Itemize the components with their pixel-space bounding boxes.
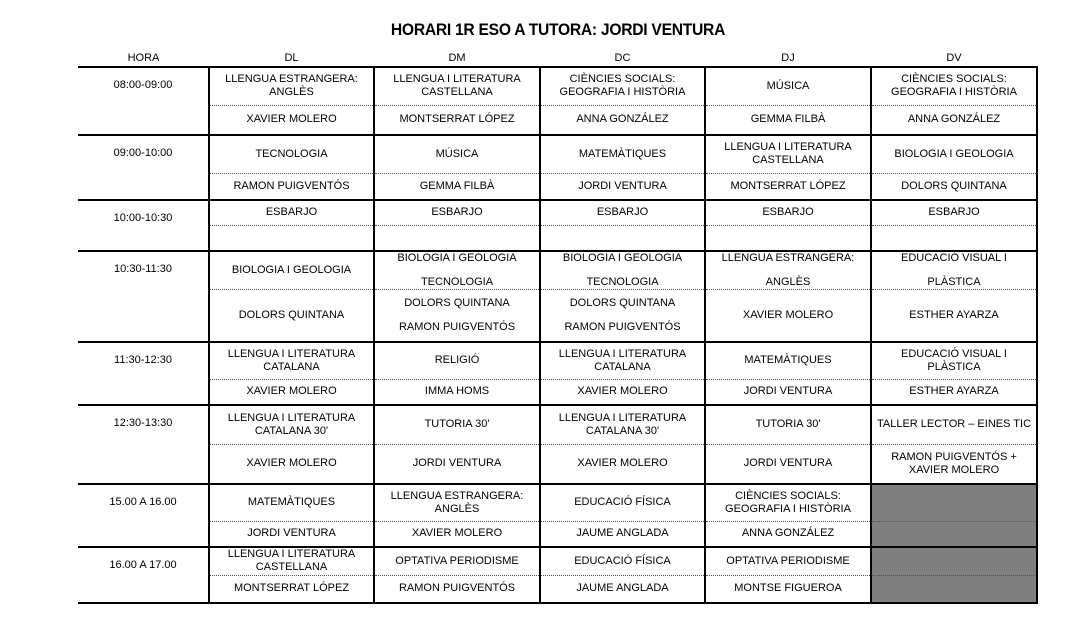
teacher-text: XAVIER MOLERO xyxy=(577,385,668,398)
teacher-text: MONTSERRAT LÓPEZ xyxy=(730,179,846,192)
subject-text: CIÈNCIES SOCIALS: xyxy=(569,73,676,86)
subject-text: CIÈNCIES SOCIALS: xyxy=(735,489,841,502)
teacher-text: ANNA GONZÁLEZ xyxy=(907,113,1001,126)
subject-text: EDUCACIÓ VISUAL I xyxy=(901,347,1007,360)
teacher-cell xyxy=(871,173,1037,200)
subject-cell xyxy=(705,67,871,105)
subject-text: LLENGUA I LITERATURA xyxy=(724,141,852,154)
subject-cell xyxy=(540,135,705,173)
teacher-text: XAVIER MOLERO xyxy=(246,457,337,470)
schedule-row-subjects xyxy=(78,67,1037,105)
subject-cell xyxy=(374,135,540,173)
subject-text: ESBARJO xyxy=(928,206,980,219)
subject-cell xyxy=(374,405,540,445)
subject-cell xyxy=(540,342,705,380)
subject-cell xyxy=(540,484,705,522)
subject-cell xyxy=(209,251,374,290)
teacher-cell xyxy=(705,173,871,200)
teacher-text: GEMMA FILBÀ xyxy=(419,179,495,192)
subject-text: TUTORIA 30' xyxy=(755,418,821,431)
subject-text: TECNOLOGIA xyxy=(420,276,494,288)
subject-text: LLENGUA ESTRANGERA: xyxy=(390,489,524,502)
subject-text: CASTELLANA xyxy=(255,561,328,574)
subject-text: LLENGUA I LITERATURA xyxy=(227,411,356,424)
hora-cell: 11:30-12:30 xyxy=(78,342,209,405)
teacher-cell xyxy=(705,290,871,342)
subject-text: LLENGUA ESTRANGERA: xyxy=(225,73,358,86)
hora-cell: 10:00-10:30 xyxy=(78,200,209,251)
subject-text: BIOLOGIA I GEOLOGIA xyxy=(562,252,683,264)
teacher-text: MONTSERRAT LÓPEZ xyxy=(399,113,515,126)
teacher-text: RAMON PUIGVENTÓS xyxy=(398,320,516,333)
subject-text: GEOGRAFIA I HISTÒRIA xyxy=(891,86,1017,99)
subject-cell xyxy=(871,405,1037,445)
subject-text: CATALANA xyxy=(263,360,320,373)
subject-cell xyxy=(705,251,871,290)
teacher-text: JAUME ANGLADA xyxy=(576,582,669,595)
hora-cell: 15.00 A 16.00 xyxy=(78,484,209,547)
subject-text: GEOGRAFIA I HISTÒRIA xyxy=(559,86,686,99)
teacher-cell xyxy=(374,173,540,200)
teacher-text: DOLORS QUINTANA xyxy=(238,308,345,321)
subject-text: MÚSICA xyxy=(766,79,810,92)
subject-cell xyxy=(209,547,374,576)
teacher-text: JORDI VENTURA xyxy=(578,179,667,192)
schedule-row-teachers xyxy=(78,290,1037,342)
teacher-cell xyxy=(540,225,705,251)
hora-cell: 10:30-11:30 xyxy=(78,251,209,342)
teacher-text: ESTHER AYARZA xyxy=(909,385,999,398)
schedule-row-subjects xyxy=(78,547,1037,576)
schedule-row-teachers xyxy=(78,445,1037,484)
subject-text: BIOLOGIA I GEOLOGIA xyxy=(231,264,352,276)
teacher-cell xyxy=(871,225,1037,251)
teacher-cell xyxy=(540,576,705,603)
subject-text: PLÀSTICA xyxy=(927,360,981,373)
subject-text: BIOLOGIA I GEOLOGIA xyxy=(894,147,1014,160)
subject-cell xyxy=(374,342,540,380)
subject-text: MATEMÀTIQUES xyxy=(744,354,832,367)
teacher-cell xyxy=(871,105,1037,135)
teacher-cell xyxy=(540,445,705,484)
subject-text: CASTELLANA xyxy=(421,86,493,99)
subject-cell xyxy=(871,67,1037,105)
schedule-row-teachers xyxy=(78,576,1037,603)
subject-text: TECNOLOGIA xyxy=(255,147,328,160)
header-dc: DC xyxy=(614,52,631,64)
subject-cell xyxy=(374,251,540,290)
teacher-cell xyxy=(209,522,374,547)
teacher-cell xyxy=(374,225,540,251)
teacher-text: ESTHER AYARZA xyxy=(909,308,999,321)
subject-cell xyxy=(374,484,540,522)
teacher-text: RAMON PUIGVENTÓS xyxy=(398,582,516,595)
header-dj: DJ xyxy=(781,52,795,64)
subject-cell xyxy=(705,135,871,173)
teacher-cell xyxy=(540,105,705,135)
teacher-text: MONTSE FIGUEROA xyxy=(734,582,842,595)
subject-text: MATEMÀTIQUES xyxy=(247,496,336,509)
teacher-cell xyxy=(374,445,540,484)
subject-text: CATALANA xyxy=(594,360,651,373)
subject-text: CATALANA 30' xyxy=(254,424,329,437)
teacher-text: XAVIER MOLERO xyxy=(577,457,668,470)
teacher-cell xyxy=(374,522,540,547)
subject-text: LLENGUA I LITERATURA xyxy=(558,411,687,424)
subject-cell xyxy=(209,200,374,225)
subject-text: ANGLÈS xyxy=(434,502,480,515)
subject-cell xyxy=(540,547,705,576)
teacher-text: XAVIER MOLERO xyxy=(908,463,1000,476)
teacher-cell xyxy=(871,290,1037,342)
teacher-text: RAMON PUIGVENTÓS xyxy=(564,320,681,333)
header-dv: DV xyxy=(946,52,962,64)
teacher-text: JORDI VENTURA xyxy=(412,457,502,470)
teacher-text: GEMMA FILBÀ xyxy=(750,113,826,126)
empty-slot xyxy=(871,576,1037,603)
teacher-cell xyxy=(209,105,374,135)
teacher-cell xyxy=(871,380,1037,405)
schedule-row-subjects xyxy=(78,251,1037,290)
subject-cell xyxy=(705,547,871,576)
teacher-text: MONTSERRAT LÓPEZ xyxy=(233,582,350,595)
hora-cell: 12:30-13:30 xyxy=(78,405,209,484)
header-dm: DM xyxy=(448,52,466,64)
subject-text: LLENGUA I LITERATURA xyxy=(393,73,521,86)
schedule-row-teachers xyxy=(78,522,1037,547)
subject-text: TECNOLOGIA xyxy=(586,276,659,288)
page-title: HORARI 1R ESO A TUTORA: JORDI VENTURA xyxy=(390,20,726,39)
teacher-text: JORDI VENTURA xyxy=(247,527,336,540)
subject-cell xyxy=(209,405,374,445)
subject-text: GEOGRAFIA I HISTÒRIA xyxy=(725,502,851,515)
subject-text: ESBARJO xyxy=(596,206,649,219)
subject-text: BIOLOGIA I GEOLOGIA xyxy=(397,252,517,264)
subject-text: EDUCACIÓ VISUAL I xyxy=(901,252,1007,264)
teacher-cell xyxy=(374,380,540,405)
subject-text: ESBARJO xyxy=(265,206,318,219)
subject-cell xyxy=(871,342,1037,380)
teacher-cell xyxy=(374,105,540,135)
teacher-cell xyxy=(209,290,374,342)
subject-cell xyxy=(374,547,540,576)
subject-cell xyxy=(871,135,1037,173)
teacher-cell xyxy=(705,105,871,135)
subject-cell xyxy=(705,405,871,445)
empty-slot xyxy=(871,547,1037,576)
teacher-cell xyxy=(705,380,871,405)
subject-text: CATALANA 30' xyxy=(585,424,660,437)
schedule-row-teachers xyxy=(78,380,1037,405)
teacher-text: DOLORS QUINTANA xyxy=(569,296,676,309)
teacher-text: RAMON PUIGVENTÓS xyxy=(233,179,350,192)
schedule-row-subjects xyxy=(78,405,1037,445)
subject-text: OPTATIVA PERIODISME xyxy=(726,554,850,567)
subject-cell xyxy=(871,251,1037,290)
subject-text: CIÈNCIES SOCIALS: xyxy=(901,73,1007,86)
empty-slot xyxy=(871,522,1037,547)
schedule-row-teachers xyxy=(78,173,1037,200)
subject-text: LLENGUA I LITERATURA xyxy=(227,347,356,360)
subject-cell xyxy=(374,200,540,225)
teacher-cell xyxy=(705,576,871,603)
subject-text: EDUCACIÓ FÍSICA xyxy=(574,554,671,567)
subject-text: ANGLÈS xyxy=(269,86,314,99)
teacher-cell xyxy=(871,445,1037,484)
subject-text: CASTELLANA xyxy=(752,154,824,167)
subject-cell xyxy=(705,200,871,225)
subject-text: TALLER LECTOR – EINES TIC xyxy=(876,418,1032,431)
subject-cell xyxy=(209,67,374,105)
subject-text: ANGLÈS xyxy=(765,276,811,288)
teacher-text: ANNA GONZÁLEZ xyxy=(576,113,669,126)
teacher-text: XAVIER MOLERO xyxy=(411,527,503,540)
hora-cell: 08:00-09:00 xyxy=(78,67,209,135)
subject-text: ESBARJO xyxy=(431,206,483,219)
subject-text: EDUCACIÓ FÍSICA xyxy=(574,496,671,509)
subject-cell xyxy=(871,200,1037,225)
subject-text: MATEMÀTIQUES xyxy=(578,147,667,160)
teacher-text: XAVIER MOLERO xyxy=(246,113,337,126)
teacher-text: JAUME ANGLADA xyxy=(576,527,669,540)
schedule-row-subjects xyxy=(78,342,1037,380)
subject-text: OPTATIVA PERIODISME xyxy=(395,554,519,567)
teacher-cell xyxy=(374,576,540,603)
subject-cell xyxy=(209,484,374,522)
subject-text: LLENGUA ESTRANGERA: xyxy=(721,252,855,264)
teacher-cell xyxy=(540,522,705,547)
teacher-text: JORDI VENTURA xyxy=(743,385,833,398)
header-dl: DL xyxy=(284,52,299,64)
teacher-text: JORDI VENTURA xyxy=(743,457,833,470)
subject-text: MÚSICA xyxy=(435,147,479,160)
subject-cell xyxy=(705,342,871,380)
header-hora: HORA xyxy=(127,52,160,64)
subject-text: ESBARJO xyxy=(762,206,814,219)
schedule-row-subjects xyxy=(78,135,1037,173)
teacher-text: DOLORS QUINTANA xyxy=(404,296,510,309)
subject-cell xyxy=(540,200,705,225)
teacher-cell xyxy=(705,445,871,484)
teacher-cell xyxy=(540,290,705,342)
teacher-cell xyxy=(209,576,374,603)
schedule-row-teachers xyxy=(78,105,1037,135)
teacher-cell xyxy=(705,225,871,251)
teacher-text: RAMON PUIGVENTÓS + xyxy=(891,450,1017,463)
schedule-row-teachers xyxy=(78,225,1037,251)
teacher-text: XAVIER MOLERO xyxy=(742,308,834,321)
teacher-cell xyxy=(705,522,871,547)
teacher-cell xyxy=(209,225,374,251)
teacher-text: DOLORS QUINTANA xyxy=(901,179,1007,192)
subject-cell xyxy=(540,405,705,445)
subject-cell xyxy=(209,342,374,380)
subject-cell xyxy=(540,67,705,105)
teacher-cell xyxy=(540,173,705,200)
subject-cell xyxy=(374,67,540,105)
teacher-text: XAVIER MOLERO xyxy=(246,385,337,398)
teacher-cell xyxy=(374,290,540,342)
teacher-text: IMMA HOMS xyxy=(424,385,490,398)
schedule-row-subjects xyxy=(78,200,1037,225)
subject-text: TUTORIA 30' xyxy=(424,418,490,431)
teacher-cell xyxy=(209,173,374,200)
subject-text: LLENGUA I LITERATURA xyxy=(558,347,687,360)
teacher-cell xyxy=(209,445,374,484)
hora-cell: 09:00-10:00 xyxy=(78,135,209,200)
empty-slot xyxy=(871,484,1037,522)
teacher-cell xyxy=(209,380,374,405)
subject-cell xyxy=(705,484,871,522)
teacher-text: ANNA GONZÁLEZ xyxy=(741,527,835,540)
subject-cell xyxy=(540,251,705,290)
subject-cell xyxy=(209,135,374,173)
hora-cell: 16.00 A 17.00 xyxy=(78,547,209,603)
subject-text: RELIGIÓ xyxy=(434,354,480,367)
teacher-cell xyxy=(540,380,705,405)
subject-text: LLENGUA I LITERATURA xyxy=(227,548,356,561)
subject-text: PLÀSTICA xyxy=(927,276,981,288)
timetable xyxy=(78,66,1038,604)
schedule-row-subjects xyxy=(78,484,1037,522)
